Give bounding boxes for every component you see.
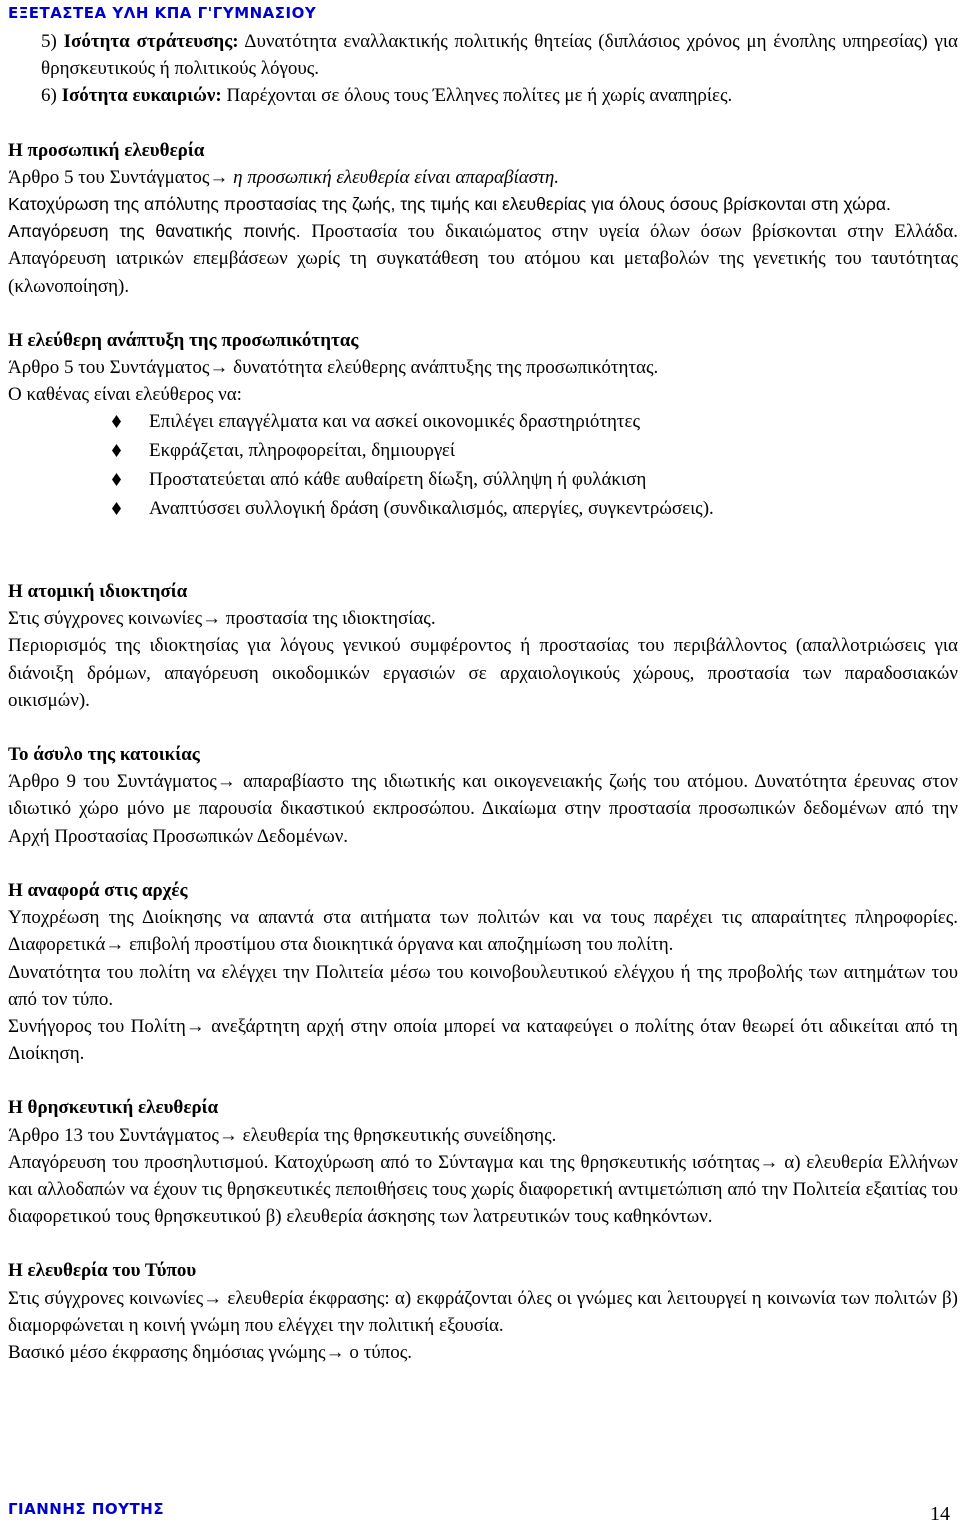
bullet-list — [8, 408, 958, 524]
paragraph: Συνήγορος του Πολίτη→ ανεξάρτητη αρχή στην οποία μπορεί να καταφεύγει ο πολίτης όταν θεωρεί ότι αδικείται από τη Διοίκηση. — [8, 1015, 958, 1065]
list-item-title: Ισότητα στράτευσης: — [63, 31, 239, 52]
list-item — [8, 495, 958, 524]
text-run: Άρθρο 5 του Συντάγματος — [8, 166, 210, 188]
list-item — [8, 408, 958, 437]
paragraph: Στις σύγχρονες κοινωνίες→ προστασία της ιδιοκτησίας. — [8, 608, 436, 630]
paragraph: Άρθρο 13 του Συντάγματος→ ελευθερία της θρησκευτικής συνείδησης. — [8, 1124, 557, 1146]
paragraph: Κατοχύρωση της απόλυτης προστασίας της ζωής, της τιμής και ελευθερίας για όλους όσους βρίσκονται στη χώρα. — [8, 194, 891, 215]
list-number: 5) — [41, 31, 57, 52]
list-item-title: Ισότητα ευκαιριών: — [61, 85, 222, 107]
diamond-bullet-icon — [112, 444, 121, 457]
paragraph: Άρθρο 5 του Συντάγματος→ δυνατότητα ελεύθερης ανάπτυξης της προσωπικότητας. — [8, 357, 659, 379]
text-run-italic: → η προσωπική ελευθερία είναι απαραβίαστη. — [209, 166, 560, 188]
section-heading: Η ελευθερία του Τύπου — [8, 1260, 197, 1282]
paragraph — [8, 164, 958, 191]
list-item — [8, 28, 958, 82]
page-number: 14 — [930, 1503, 950, 1525]
section-heading: Το άσυλο της κατοικίας — [8, 744, 200, 766]
text-run: Προστασία του δικαιώματος στην υγεία όλων όσων βρίσκονται στην Ελλάδα. — [300, 221, 958, 243]
list-item — [8, 82, 958, 109]
section-heading: Η προσωπική ελευθερία — [8, 139, 205, 161]
diamond-bullet-icon — [112, 473, 121, 486]
bullet-text: Αναπτύσσει συλλογική δράση (συνδικαλισμός, απεργίες, συγκεντρώσεις). — [149, 498, 714, 520]
section-heading: Η ελεύθερη ανάπτυξη της προσωπικότητας — [8, 329, 359, 351]
section-heading: Η ατομική ιδιοκτησία — [8, 581, 188, 603]
page-header: ΕΞΕΤΑΣΤΕΑ ΥΛΗ ΚΠΑ Γ'ΓΥΜΝΑΣΙΟΥ — [8, 4, 317, 22]
diamond-bullet-icon — [112, 415, 121, 428]
paragraph: Απαγόρευση του προσηλυτισμού. Κατοχύρωση από το Σύνταγμα και της θρησκευτικής ισότητας→ α) ελευθερία Ελλήνων και αλλοδαπών να έχουν τις θρησκευτικές πεποιθήσεις τους χωρίς διαφορετική αντιμετώπιση από την Πολιτεία εξαιτίας του διαφορετικού τους θρησκευτικού β) ελευθερία άσκησης των λατρευτικών τους καθηκόντων. — [8, 1151, 958, 1228]
document-body — [8, 28, 958, 1366]
footer-author: ΓΙΑΝΝΗΣ ΠΟΥΤΗΣ — [8, 1500, 165, 1518]
bullet-text: Εκφράζεται, πληροφορείται, δημιουργεί — [149, 440, 455, 462]
paragraph: Περιορισμός της ιδιοκτησίας για λόγους γενικού συμφέροντος ή προστασίας του περιβάλλοντος (απαλλοτριώσεις για διάνοιξη δρόμων, απαγόρευση οικοδομικών εργασιών σε αρχαιολογικούς χώρους, προστασία των παραδοσιακών οικισμών). — [8, 635, 958, 711]
paragraph — [8, 218, 958, 300]
list-item — [8, 437, 958, 466]
section-heading: Η θρησκευτική ελευθερία — [8, 1097, 219, 1119]
text-run: Απαγόρευση της θανατικής ποινής. — [8, 221, 301, 242]
paragraph: Δυνατότητα του πολίτη να ελέγχει την Πολιτεία μέσω του κοινοβουλευτικού ελέγχου ή της προβολής των αιτημάτων του από τον τύπο. — [8, 961, 958, 1010]
diamond-bullet-icon — [112, 502, 121, 515]
section-heading: Η αναφορά στις αρχές — [8, 879, 188, 901]
paragraph: Υποχρέωση της Διοίκησης να απαντά στα αιτήματα των πολιτών και να τους παρέχει τις απαραίτητες πληροφορίες. Διαφορετικά→ επιβολή προστίμου στα διοικητικά όργανα και αποζημίωση του πολίτη. — [8, 907, 958, 956]
paragraph: Άρθρο 9 του Συντάγματος→ απαραβίαστο της ιδιωτικής και οικογενειακής ζωής του ατόμου. Δυνατότητα έρευνας στον ιδιωτικό χώρο μόνο με παρουσία δικαστικού εκπροσώπου. Δικαίωμα στην προστασία προσωπικών δεδομένων από την Αρχή Προστασίας Προσωπικών Δεδομένων. — [8, 771, 958, 847]
list-number: 6) — [41, 85, 57, 107]
list-item-text: Παρέχονται σε όλους τους Έλληνες πολίτες με ή χωρίς αναπηρίες. — [221, 85, 733, 107]
paragraph: Στις σύγχρονες κοινωνίες→ ελευθερία έκφρασης: α) εκφράζονται όλες οι γνώμες και λειτουργεί η κοινωνία των πολιτών β) διαμορφώνεται η κοινή γνώμη που ελέγχει την πολιτική εξουσία. — [8, 1287, 958, 1336]
list-item-text: Δυνατότητα εναλλακτικής πολιτικής θητείας (διπλάσιος χρόνος μη ένοπλης υπηρεσίας) για θρησκευτικούς ή πολιτικούς λόγους. — [41, 31, 958, 80]
bullet-text: Επιλέγει επαγγέλματα και να ασκεί οικονομικές δραστηριότητες — [149, 411, 641, 433]
paragraph: Βασικό μέσο έκφρασης δημόσιας γνώμης→ ο τύπος. — [8, 1341, 412, 1363]
paragraph: Ο καθένας είναι ελεύθερος να: — [8, 384, 242, 406]
text-run: Απαγόρευση ιατρικών επεμβάσεων χωρίς τη συγκατάθεση του ατόμου και μεταβολών της γενετικής του ταυτότητας (κλωνοποίηση). — [8, 248, 958, 297]
bullet-text: Προστατεύεται από κάθε αυθαίρετη δίωξη, σύλληψη ή φυλάκιση — [149, 469, 647, 491]
list-item — [8, 466, 958, 495]
